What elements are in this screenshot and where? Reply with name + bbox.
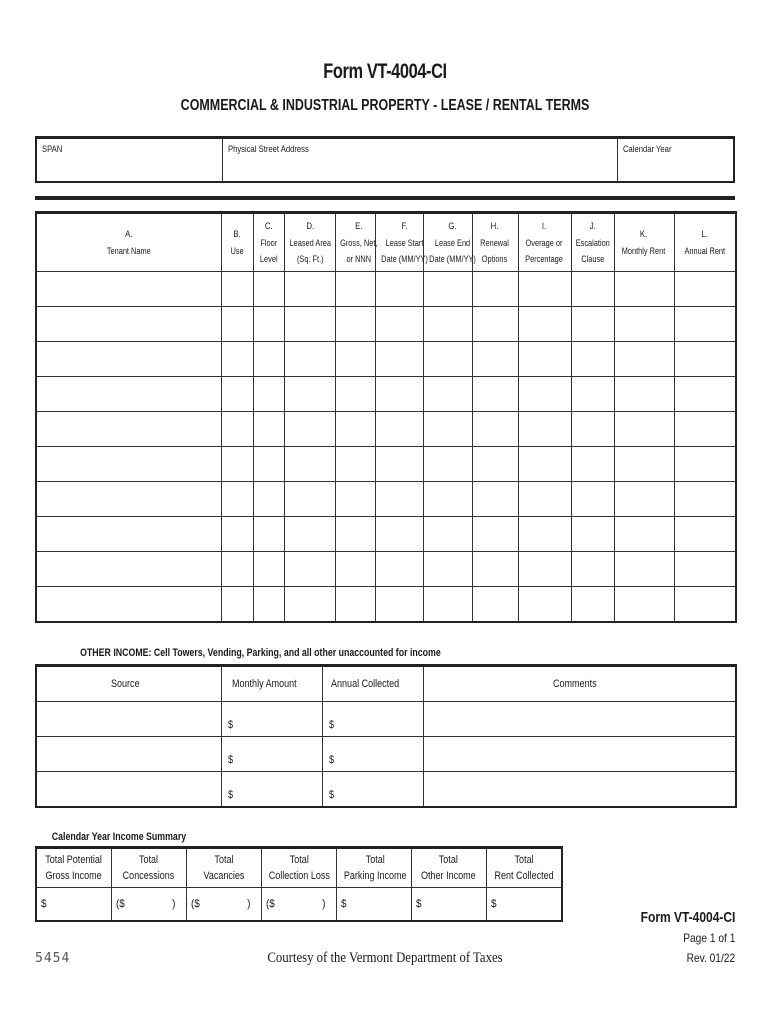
lease-cell[interactable] xyxy=(36,412,221,447)
form-title: Form VT-4004-CI xyxy=(323,60,447,83)
revision-date: Rev. 01/22 xyxy=(686,951,735,965)
table-row xyxy=(36,888,562,921)
lease-cell[interactable] xyxy=(284,342,335,377)
lease-cell[interactable] xyxy=(221,342,253,377)
summary-column-header: Total Vacancies xyxy=(186,848,261,888)
table-row xyxy=(36,552,736,587)
monthly-amount-cell[interactable]: $ xyxy=(221,702,322,737)
lease-column-header: A. Tenant Name xyxy=(36,213,221,272)
lease-cell[interactable] xyxy=(518,552,571,587)
lease-cell[interactable] xyxy=(221,307,253,342)
table-row xyxy=(36,342,736,377)
lease-cell[interactable] xyxy=(571,342,614,377)
table-row xyxy=(36,377,736,412)
lease-cell[interactable] xyxy=(571,517,614,552)
lease-cell[interactable] xyxy=(253,482,284,517)
lease-cell[interactable] xyxy=(472,342,518,377)
lease-cell[interactable] xyxy=(518,447,571,482)
lease-cell[interactable] xyxy=(221,412,253,447)
lease-cell[interactable] xyxy=(472,587,518,622)
lease-cell[interactable] xyxy=(36,447,221,482)
lease-cell[interactable] xyxy=(36,307,221,342)
lease-cell[interactable] xyxy=(375,552,423,587)
lease-cell[interactable] xyxy=(36,272,221,307)
lease-cell[interactable] xyxy=(674,272,736,307)
section-divider xyxy=(35,196,735,200)
span-label: SPAN xyxy=(42,144,63,154)
lease-cell[interactable] xyxy=(674,552,736,587)
summary-amount-cell[interactable]: $ xyxy=(336,888,411,921)
lease-cell[interactable] xyxy=(571,587,614,622)
annual-collected-cell[interactable]: $ xyxy=(322,737,423,772)
lease-cell[interactable] xyxy=(423,307,472,342)
summary-column-header: Total Rent Collected xyxy=(486,848,562,888)
lease-cell[interactable] xyxy=(335,342,375,377)
calendar-year-label: Calendar Year xyxy=(623,144,672,154)
lease-cell[interactable] xyxy=(614,272,674,307)
lease-cell[interactable] xyxy=(335,587,375,622)
lease-cell[interactable] xyxy=(423,412,472,447)
lease-cell[interactable] xyxy=(423,272,472,307)
lease-cell[interactable] xyxy=(284,517,335,552)
lease-column-header: G. Lease End Date (MM/YY) xyxy=(423,213,472,272)
lease-cell[interactable] xyxy=(472,482,518,517)
summary-column-header: Total Potential Gross Income xyxy=(36,848,111,888)
summary-amount-cell[interactable]: ($ ) xyxy=(261,888,336,921)
footer-form-name: Form VT-4004-CI xyxy=(640,909,735,926)
lease-cell[interactable] xyxy=(614,447,674,482)
lease-cell[interactable] xyxy=(284,412,335,447)
lease-cell[interactable] xyxy=(674,412,736,447)
lease-cell[interactable] xyxy=(614,412,674,447)
monthly-amount-cell[interactable]: $ xyxy=(221,737,322,772)
lease-cell[interactable] xyxy=(253,517,284,552)
lease-cell[interactable] xyxy=(375,272,423,307)
lease-cell[interactable] xyxy=(423,482,472,517)
summary-column-header: Total Collection Loss xyxy=(261,848,336,888)
lease-cell[interactable] xyxy=(571,447,614,482)
lease-cell[interactable] xyxy=(36,552,221,587)
summary-amount-cell[interactable]: $ xyxy=(36,888,111,921)
lease-cell[interactable] xyxy=(253,307,284,342)
lease-cell[interactable] xyxy=(423,587,472,622)
lease-cell[interactable] xyxy=(674,587,736,622)
lease-cell[interactable] xyxy=(284,587,335,622)
comments-header: Comments xyxy=(423,666,736,702)
lease-cell[interactable] xyxy=(571,552,614,587)
other-income-table xyxy=(35,664,737,808)
table-row xyxy=(36,587,736,622)
table-row xyxy=(36,307,736,342)
monthly-amount-header: Monthly Amount xyxy=(221,666,322,702)
lease-cell[interactable] xyxy=(253,447,284,482)
lease-cell[interactable] xyxy=(614,587,674,622)
lease-cell[interactable] xyxy=(614,517,674,552)
lease-cell[interactable] xyxy=(472,447,518,482)
lease-cell[interactable] xyxy=(571,307,614,342)
lease-cell[interactable] xyxy=(221,552,253,587)
lease-cell[interactable] xyxy=(36,482,221,517)
lease-cell[interactable] xyxy=(614,552,674,587)
lease-cell[interactable] xyxy=(221,447,253,482)
lease-cell[interactable] xyxy=(253,552,284,587)
span-field[interactable] xyxy=(37,139,223,181)
lease-cell[interactable] xyxy=(253,412,284,447)
lease-cell[interactable] xyxy=(253,342,284,377)
lease-cell[interactable] xyxy=(674,342,736,377)
lease-column-header: C. Floor Level xyxy=(253,213,284,272)
income-summary-header xyxy=(36,848,562,888)
income-summary-table xyxy=(35,846,563,922)
lease-cell[interactable] xyxy=(221,482,253,517)
lease-cell[interactable] xyxy=(284,272,335,307)
lease-cell[interactable] xyxy=(518,517,571,552)
lease-cell[interactable] xyxy=(472,517,518,552)
annual-collected-cell[interactable]: $ xyxy=(322,702,423,737)
other-income-caption: OTHER INCOME: Cell Towers, Vending, Parking, and all other unaccounted for income xyxy=(80,647,441,659)
lease-column-header: E. Gross, Net, or NNN xyxy=(335,213,375,272)
source-cell[interactable] xyxy=(36,772,221,807)
lease-cell[interactable] xyxy=(472,552,518,587)
lease-cell[interactable] xyxy=(472,412,518,447)
lease-cell[interactable] xyxy=(335,447,375,482)
lease-cell[interactable] xyxy=(674,447,736,482)
lease-cell[interactable] xyxy=(375,342,423,377)
header-fields-box xyxy=(35,136,735,183)
lease-cell[interactable] xyxy=(614,342,674,377)
source-cell[interactable] xyxy=(36,737,221,772)
lease-cell[interactable] xyxy=(423,447,472,482)
table-row xyxy=(36,772,736,807)
summary-column-header: Total Concessions xyxy=(111,848,186,888)
lease-cell[interactable] xyxy=(674,307,736,342)
lease-cell[interactable] xyxy=(518,307,571,342)
source-cell[interactable] xyxy=(36,702,221,737)
lease-cell[interactable] xyxy=(518,377,571,412)
lease-cell[interactable] xyxy=(335,552,375,587)
lease-cell[interactable] xyxy=(423,377,472,412)
summary-column-header: Total Other Income xyxy=(411,848,486,888)
annual-collected-cell[interactable]: $ xyxy=(322,772,423,807)
table-row xyxy=(36,272,736,307)
table-row xyxy=(36,482,736,517)
summary-amount-cell[interactable]: ($ ) xyxy=(111,888,186,921)
form-subtitle: COMMERCIAL & INDUSTRIAL PROPERTY - LEASE / RENTAL TERMS xyxy=(180,97,590,114)
lease-cell[interactable] xyxy=(375,517,423,552)
lease-cell[interactable] xyxy=(375,482,423,517)
table-row xyxy=(36,702,736,737)
lease-column-header: J. Escalation Clause xyxy=(571,213,614,272)
lease-cell[interactable] xyxy=(674,482,736,517)
street-address-field[interactable] xyxy=(223,139,618,181)
monthly-amount-cell[interactable]: $ xyxy=(221,772,322,807)
source-header: Source xyxy=(36,666,221,702)
lease-cell[interactable] xyxy=(614,377,674,412)
street-address-label: Physical Street Address xyxy=(228,144,309,154)
lease-cell[interactable] xyxy=(518,272,571,307)
summary-column-header: Total Parking Income xyxy=(336,848,411,888)
lease-cell[interactable] xyxy=(614,307,674,342)
lease-cell[interactable] xyxy=(518,482,571,517)
lease-cell[interactable] xyxy=(472,272,518,307)
lease-cell[interactable] xyxy=(375,377,423,412)
table-row xyxy=(36,447,736,482)
lease-cell[interactable] xyxy=(375,587,423,622)
lease-cell[interactable] xyxy=(221,272,253,307)
lease-cell[interactable] xyxy=(36,342,221,377)
comments-cell[interactable] xyxy=(423,772,736,807)
lease-cell[interactable] xyxy=(472,377,518,412)
other-income-header xyxy=(36,666,736,702)
lease-cell[interactable] xyxy=(674,517,736,552)
lease-cell[interactable] xyxy=(423,552,472,587)
comments-cell[interactable] xyxy=(423,702,736,737)
lease-column-header: B. Use xyxy=(221,213,253,272)
lease-cell[interactable] xyxy=(674,377,736,412)
lease-table xyxy=(35,211,737,623)
summary-amount-cell[interactable]: ($ ) xyxy=(186,888,261,921)
lease-cell[interactable] xyxy=(284,377,335,412)
income-summary-caption: Calendar Year Income Summary xyxy=(51,831,187,843)
lease-cell[interactable] xyxy=(221,587,253,622)
lease-cell[interactable] xyxy=(36,517,221,552)
form-code: 5454 xyxy=(35,951,71,966)
lease-cell[interactable] xyxy=(518,342,571,377)
lease-cell[interactable] xyxy=(335,517,375,552)
comments-cell[interactable] xyxy=(423,737,736,772)
lease-table-header xyxy=(36,213,736,272)
lease-column-header: K. Monthly Rent xyxy=(614,213,674,272)
lease-cell[interactable] xyxy=(284,552,335,587)
lease-cell[interactable] xyxy=(253,272,284,307)
lease-column-header: D. Leased Area (Sq. Ft.) xyxy=(284,213,335,272)
lease-cell[interactable] xyxy=(518,412,571,447)
lease-cell[interactable] xyxy=(423,342,472,377)
calendar-year-field[interactable] xyxy=(618,139,733,181)
lease-cell[interactable] xyxy=(335,377,375,412)
lease-cell[interactable] xyxy=(614,482,674,517)
summary-amount-cell[interactable]: $ xyxy=(411,888,486,921)
lease-cell[interactable] xyxy=(571,482,614,517)
lease-cell[interactable] xyxy=(284,447,335,482)
courtesy-note: Courtesy of the Vermont Department of Taxes xyxy=(267,950,503,966)
lease-cell[interactable] xyxy=(375,412,423,447)
annual-collected-header: Annual Collected xyxy=(322,666,423,702)
table-row xyxy=(36,517,736,552)
lease-cell[interactable] xyxy=(571,377,614,412)
lease-cell[interactable] xyxy=(221,377,253,412)
lease-cell[interactable] xyxy=(253,377,284,412)
lease-cell[interactable] xyxy=(518,587,571,622)
lease-column-header: F. Lease Start Date (MM/YY) xyxy=(375,213,423,272)
lease-cell[interactable] xyxy=(335,272,375,307)
lease-cell[interactable] xyxy=(221,517,253,552)
lease-cell[interactable] xyxy=(423,517,472,552)
lease-cell[interactable] xyxy=(284,482,335,517)
lease-cell[interactable] xyxy=(571,412,614,447)
lease-cell[interactable] xyxy=(375,307,423,342)
lease-cell[interactable] xyxy=(36,377,221,412)
lease-column-header: H. Renewal Options xyxy=(472,213,518,272)
lease-cell[interactable] xyxy=(36,587,221,622)
table-row xyxy=(36,737,736,772)
lease-column-header: L. Annual Rent xyxy=(674,213,736,272)
summary-amount-cell[interactable]: $ xyxy=(486,888,562,921)
lease-cell[interactable] xyxy=(571,272,614,307)
lease-cell[interactable] xyxy=(253,587,284,622)
table-row xyxy=(36,412,736,447)
lease-cell[interactable] xyxy=(335,482,375,517)
lease-cell[interactable] xyxy=(335,412,375,447)
lease-cell[interactable] xyxy=(284,307,335,342)
lease-column-header: I. Overage or Percentage xyxy=(518,213,571,272)
lease-cell[interactable] xyxy=(335,307,375,342)
lease-cell[interactable] xyxy=(375,447,423,482)
page-number: Page 1 of 1 xyxy=(682,931,735,945)
lease-cell[interactable] xyxy=(472,307,518,342)
